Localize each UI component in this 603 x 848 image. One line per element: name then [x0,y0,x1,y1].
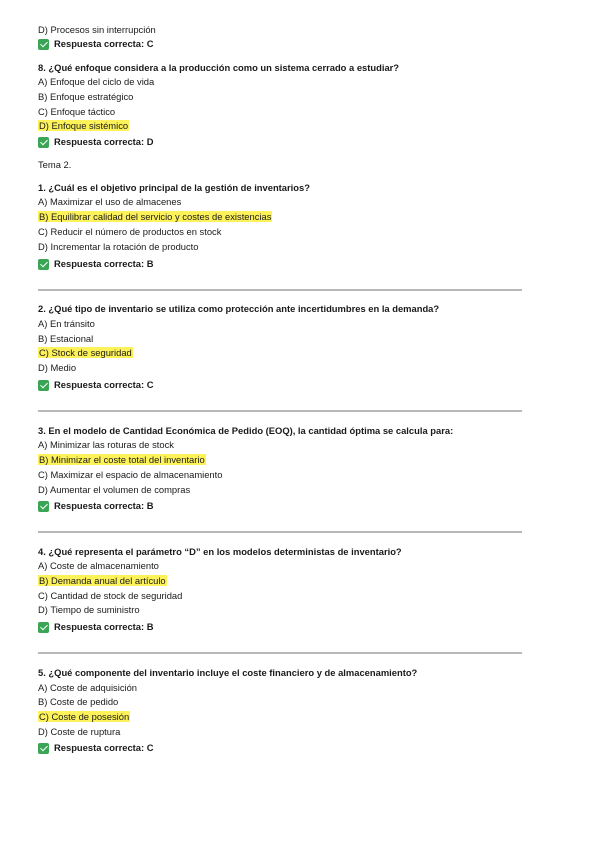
option-c: C) Reducir el número de productos en stock [38,226,222,237]
divider [38,289,522,291]
highlighted-option: C) Coste de posesión [39,711,130,722]
option-d: D) Aumentar el volumen de compras [38,484,191,495]
option-d: D) Procesos sin interrupción [38,24,156,35]
divider [38,652,522,654]
option-c [38,711,130,723]
question-title: 5. ¿Qué componente del inventario incluye el coste financiero y de almacenamiento? [38,667,418,678]
correct-answer [38,742,154,754]
check-icon [38,380,49,391]
correct-answer [38,621,154,633]
divider [38,531,522,533]
highlighted-option: B) Equilibrar calidad del servicio y costes de existencias [39,211,272,222]
answer-text: Respuesta correcta: C [54,742,154,753]
answer-text: Respuesta correcta: D [54,136,154,147]
correct-answer [38,38,154,50]
divider [38,410,522,412]
option-a: A) Maximizar el uso de almacenes [38,196,182,207]
option-c [38,347,133,359]
answer-text: Respuesta correcta: C [54,38,154,49]
highlighted-option: B) Minimizar el coste total del inventario [39,454,205,465]
question-title: 4. ¿Qué representa el parámetro “D” en los modelos deterministas de inventario? [38,546,402,557]
option-a: A) Coste de adquisición [38,682,138,693]
check-icon [38,137,49,148]
check-icon [38,501,49,512]
option-c: C) Enfoque táctico [38,106,116,117]
option-b [38,454,206,466]
section-title: Tema 2. [38,159,72,170]
answer-text: Respuesta correcta: B [54,621,154,632]
correct-answer [38,500,154,512]
option-d: D) Coste de ruptura [38,726,121,737]
option-a: A) Coste de almacenamiento [38,560,159,571]
check-icon [38,259,49,270]
option-b: B) Enfoque estratégico [38,91,134,102]
option-a: A) Enfoque del ciclo de vida [38,76,155,87]
check-icon [38,39,49,50]
highlighted-option: D) Enfoque sistémico [39,120,129,131]
check-icon [38,622,49,633]
correct-answer [38,136,154,148]
answer-text: Respuesta correcta: C [54,379,154,390]
option-b: B) Coste de pedido [38,696,119,707]
correct-answer [38,258,154,270]
check-icon [38,743,49,754]
correct-answer [38,379,154,391]
option-d: D) Incrementar la rotación de producto [38,241,199,252]
option-d: D) Medio [38,362,77,373]
option-a: A) En tránsito [38,318,95,329]
option-b [38,575,167,587]
question-title: 2. ¿Qué tipo de inventario se utiliza como protección ante incertidumbres en la demanda? [38,303,440,314]
question-title: 1. ¿Cuál es el objetivo principal de la gestión de inventarios? [38,182,310,193]
answer-text: Respuesta correcta: B [54,500,154,511]
question-title: 3. En el modelo de Cantidad Económica de Pedido (EOQ), la cantidad óptima se calcula para: [38,425,454,436]
option-a: A) Minimizar las roturas de stock [38,439,174,450]
option-b: B) Estacional [38,333,94,344]
highlighted-option: B) Demanda anual del artículo [39,575,166,586]
answer-text: Respuesta correcta: B [54,258,154,269]
option-b [38,211,272,223]
option-c: C) Cantidad de stock de seguridad [38,590,183,601]
question-title: 8. ¿Qué enfoque considera a la producción como un sistema cerrado a estudiar? [38,62,400,73]
option-d: D) Tiempo de suministro [38,604,140,615]
highlighted-option: C) Stock de seguridad [39,347,132,358]
option-d [38,120,129,132]
option-c: C) Maximizar el espacio de almacenamiento [38,469,223,480]
